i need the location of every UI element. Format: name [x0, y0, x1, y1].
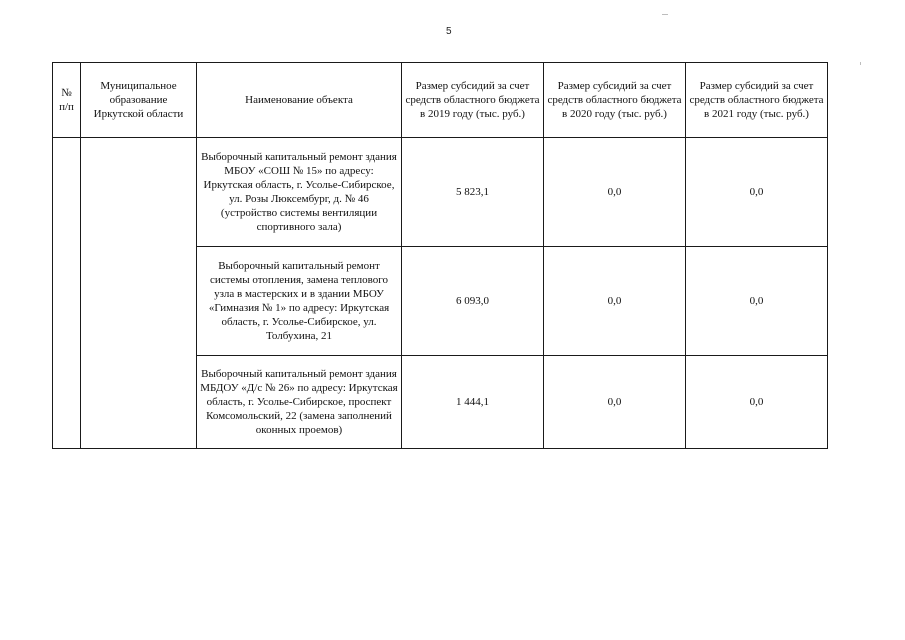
header-municipality: Муниципальное образование Иркутской области	[81, 63, 197, 138]
scan-mark	[662, 14, 668, 15]
subsidy-2021-cell: 0,0	[686, 247, 828, 356]
header-subsidy-2020: Размер субсидий за счет средств областного бюджета в 2020 году (тыс. руб.)	[544, 63, 686, 138]
table-row	[53, 138, 828, 247]
header-number: № п/п	[53, 63, 81, 138]
subsidy-2019-cell: 1 444,1	[402, 356, 544, 449]
subsidy-2021-cell: 0,0	[686, 138, 828, 247]
subsidy-2019-cell: 6 093,0	[402, 247, 544, 356]
header-subsidy-2021: Размер субсидий за счет средств областного бюджета в 2021 году (тыс. руб.)	[686, 63, 828, 138]
header-object-name: Наименование объекта	[197, 63, 402, 138]
object-name-cell: Выборочный капитальный ремонт здания МБОУ «СОШ № 15» по адресу: Иркутская область, г. Усолье-Сибирское, ул. Розы Люксембург, д. № 46 (устройство системы вентиляции спортивного зала)	[197, 138, 402, 247]
subsidies-table	[52, 62, 828, 449]
subsidy-2020-cell: 0,0	[544, 247, 686, 356]
subsidy-2021-cell: 0,0	[686, 356, 828, 449]
header-subsidy-2019: Размер субсидий за счет средств областного бюджета в 2019 году (тыс. руб.)	[402, 63, 544, 138]
subsidy-2019-cell: 5 823,1	[402, 138, 544, 247]
scan-mark	[860, 62, 861, 65]
table-header-row	[53, 63, 828, 138]
object-name-cell: Выборочный капитальный ремонт системы отопления, замена теплового узла в мастерских и в здании МБОУ «Гимназия № 1» по адресу: Иркутская область, г. Усолье-Сибирское, ул. Толбухина, 21	[197, 247, 402, 356]
page-number: 5	[446, 26, 452, 37]
subsidy-2020-cell: 0,0	[544, 138, 686, 247]
object-name-cell: Выборочный капитальный ремонт здания МБДОУ «Д/с № 26» по адресу: Иркутская область, г. Усолье-Сибирское, проспект Комсомольский, 22 (замена заполнений оконных проемов)	[197, 356, 402, 449]
row-number-cell	[53, 138, 81, 449]
municipality-cell	[81, 138, 197, 449]
subsidy-2020-cell: 0,0	[544, 356, 686, 449]
